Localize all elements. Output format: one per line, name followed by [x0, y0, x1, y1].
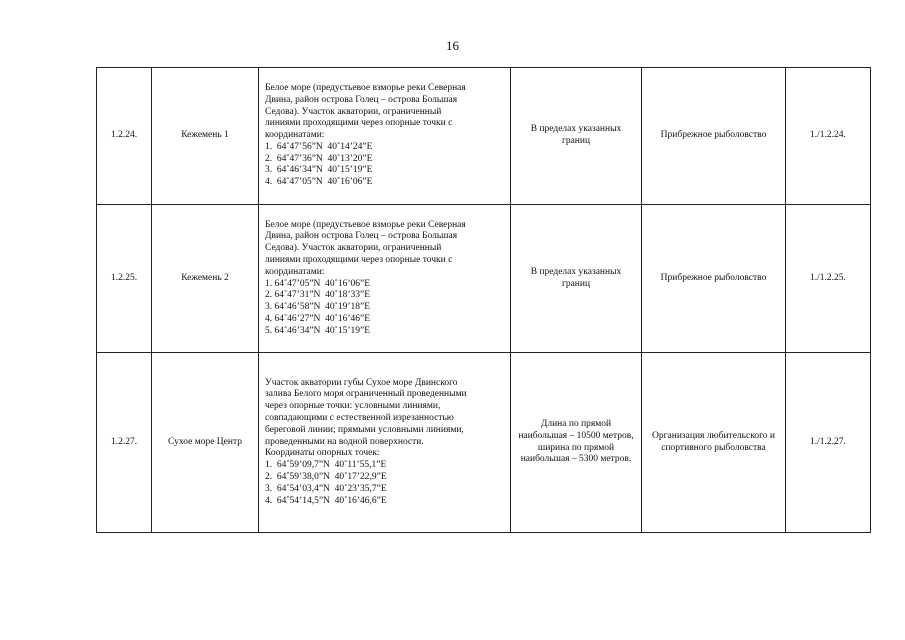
boundaries-text: Длина по прямой наибольшая – 10500 метров, ширина по прямой наибольшая – 5300 метров. [518, 418, 634, 465]
purpose-text: Прибрежное рыболовство [660, 130, 767, 141]
coordinate-line: 2. 64˚47’36”N 40˚13’20”E [265, 153, 373, 164]
purpose-text: Организация любительского и спортивного рыболовства [652, 430, 775, 453]
area-description-cell [259, 68, 511, 205]
boundaries-cell [511, 353, 642, 533]
area-name-cell: Сухое море Центр [152, 353, 259, 533]
description-line: Седова). Участок акватории, ограниченный [265, 243, 442, 254]
purpose-cell [642, 68, 786, 205]
row-number-cell: 1.2.24. [97, 68, 152, 205]
boundaries-text: В пределах указанных границ [530, 266, 622, 289]
description-line: линиями проходящими через опорные точки с [265, 118, 453, 129]
purpose-cell [642, 353, 786, 533]
reference-cell: 1./1.2.27. [786, 353, 871, 533]
coordinate-line: 3. 64˚54’03,4”N 40˚23’35,7”E [265, 483, 387, 494]
description-line: Белое море (предустьевое взморье реки Северная [265, 82, 466, 93]
reference-cell: 1./1.2.25. [786, 205, 871, 353]
table-row [97, 68, 871, 205]
row-number-cell: 1.2.27. [97, 353, 152, 533]
description-line: координатами: [265, 266, 325, 277]
description-line: Двина, район острова Голец – острова Большая [265, 94, 458, 105]
description-line: координатами: [265, 130, 325, 141]
description-line: Белое море (предустьевое взморье реки Северная [265, 219, 466, 230]
area-description-cell [259, 353, 511, 533]
fishing-areas-table [96, 67, 871, 533]
description-line: Участок акватории губы Сухое море Двинского [265, 377, 458, 388]
coordinate-line: 3. 64˚46’34”N 40˚15’19”E [265, 165, 373, 176]
area-name-cell: Кежемень 2 [152, 205, 259, 353]
description-line: береговой линии; прямыми условными линиями, [265, 424, 464, 435]
description-line: Двина, район острова Голец – острова Большая [265, 231, 458, 242]
coordinate-line: 1. 64˚59’09,7”N 40˚11’55,1”E [265, 460, 387, 471]
coordinate-line: 2. 64˚59’38,0”N 40˚17’22,9”E [265, 471, 387, 482]
description-line: проведенными на водной поверхности. [265, 436, 424, 447]
boundaries-cell [511, 68, 642, 205]
table-row [97, 205, 871, 353]
description-line: совпадающими с естественной изрезанностью [265, 413, 454, 423]
coordinate-line: 4. 64˚47’05”N 40˚16’06”E [265, 177, 373, 188]
description-line: через опорные точки: условными линиями, [265, 401, 441, 412]
coordinate-line: 4. 64˚54’14,5”N 40˚16’46,6”E [265, 495, 387, 506]
reference-cell: 1./1.2.24. [786, 68, 871, 205]
row-number-cell: 1.2.25. [97, 205, 152, 353]
coordinate-line: 5. 64˚46’34”N 40˚15’19”E [265, 325, 371, 336]
description-line: Координаты опорных точек: [265, 448, 380, 459]
area-name-cell: Кежемень 1 [152, 68, 259, 205]
coordinate-line: 2. 64˚47’31”N 40˚18’33”E [265, 290, 371, 301]
description-line: Седова). Участок акватории, ограниченный [265, 106, 442, 117]
coordinate-line: 1. 64˚47’56”N 40˚14’24”E [265, 141, 373, 152]
coordinate-line: 4. 64˚46’27”N 40˚16’46”E [265, 313, 371, 324]
description-line: линиями проходящими через опорные точки с [265, 254, 453, 265]
purpose-text: Прибрежное рыболовство [660, 272, 767, 283]
page-number: 16 [446, 38, 459, 53]
boundaries-text: В пределах указанных границ [530, 124, 622, 146]
coordinate-line: 1. 64˚47’05”N 40˚16’06”E [265, 278, 371, 289]
table-row [97, 353, 871, 533]
boundaries-cell [511, 205, 642, 353]
purpose-cell [642, 205, 786, 353]
description-line: залива Белого моря ограниченный проведенными [265, 389, 467, 400]
area-description-cell [259, 205, 511, 353]
coordinate-line: 3. 64˚46’58”N 40˚19’18”E [265, 302, 371, 313]
